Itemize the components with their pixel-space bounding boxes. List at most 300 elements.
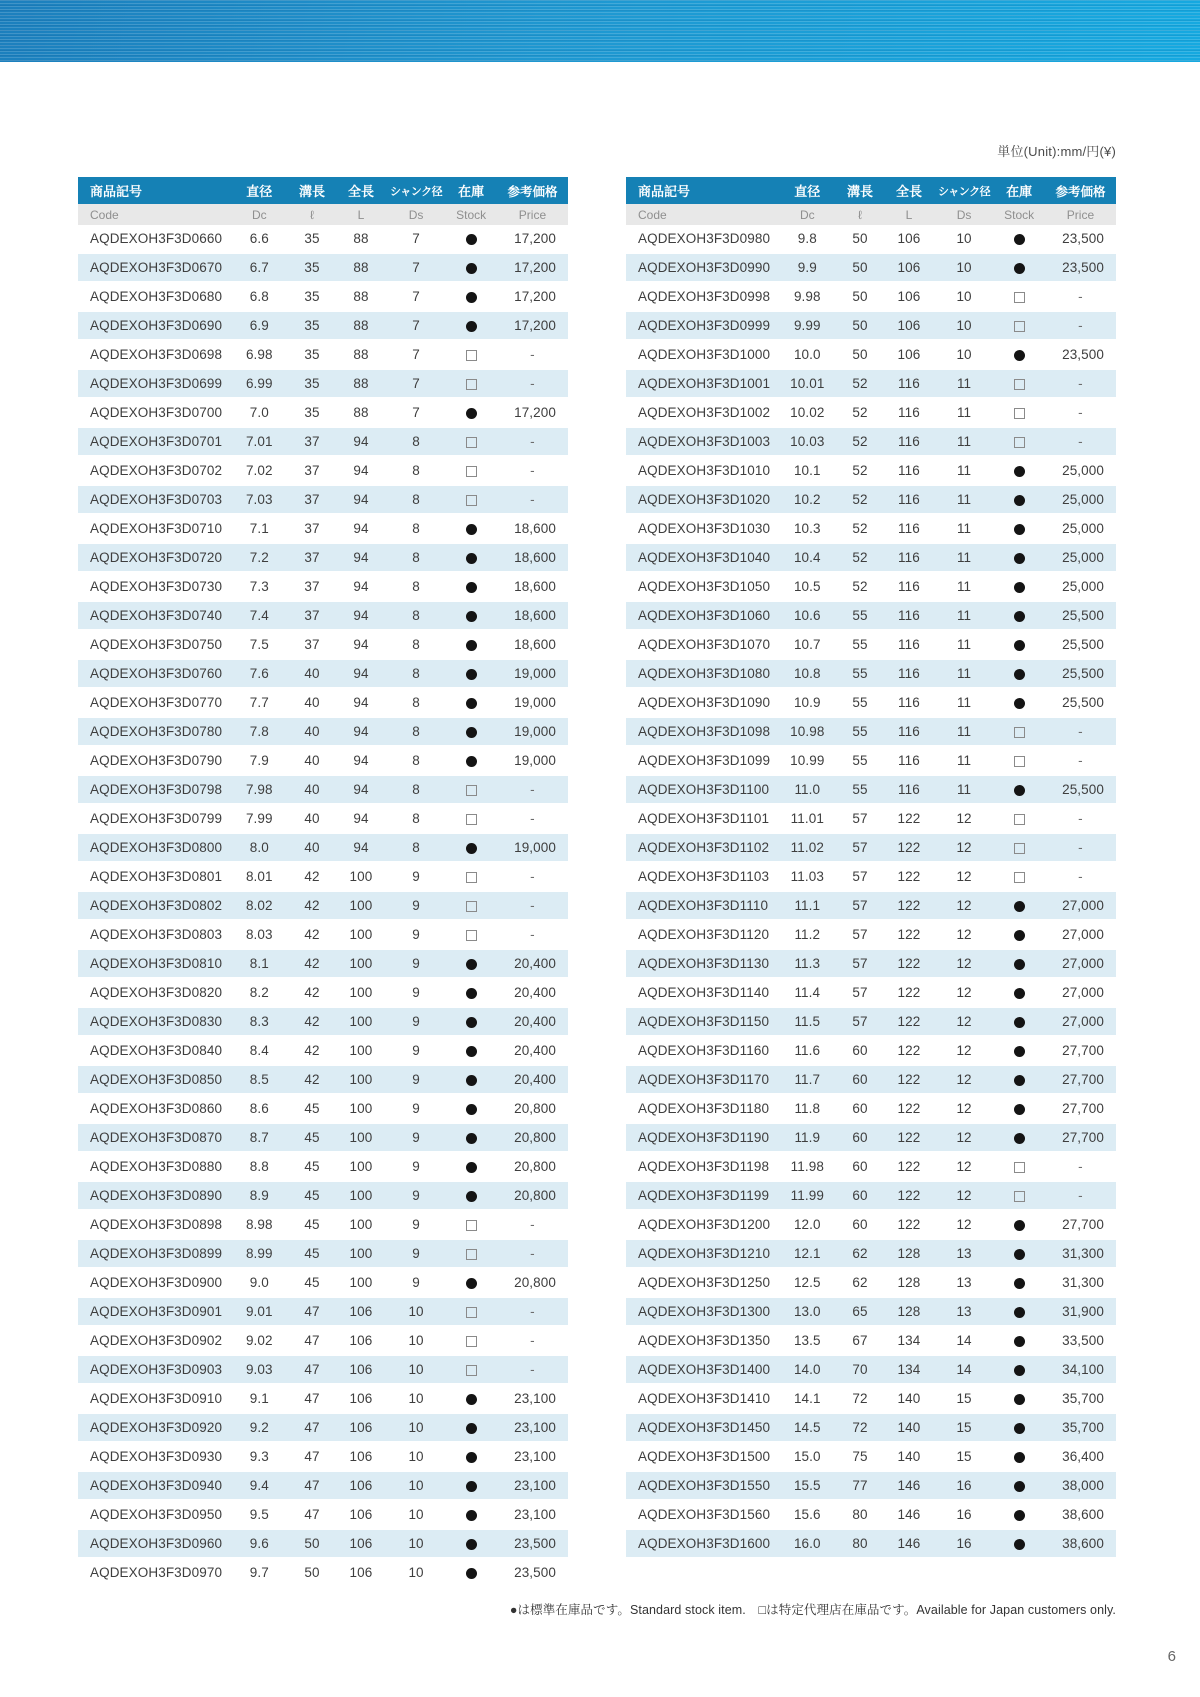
price-cell: 25,500 (1045, 659, 1116, 688)
flute-length-cell: 37 (289, 514, 336, 543)
dc-cell: 11.2 (778, 920, 837, 949)
flute-length-cell: 40 (289, 804, 336, 833)
overall-length-cell: 128 (883, 1239, 934, 1268)
code-cell: AQDEXOH3F3D0890 (78, 1181, 230, 1210)
shank-dia-cell: 7 (387, 369, 446, 398)
price-cell: - (1045, 282, 1116, 311)
stock-filled-icon (1014, 1452, 1025, 1463)
stock-filled-icon (1014, 1017, 1025, 1028)
stock-cell (993, 978, 1044, 1007)
shank-dia-cell: 11 (935, 688, 994, 717)
shank-dia-cell: 7 (387, 398, 446, 427)
overall-length-cell: 94 (335, 659, 386, 688)
price-cell: 19,000 (497, 659, 568, 688)
stock-cell (993, 1297, 1044, 1326)
dc-cell: 11.5 (778, 1007, 837, 1036)
overall-length-cell: 106 (335, 1558, 386, 1587)
stock-cell (445, 1210, 496, 1239)
table-row (78, 1529, 568, 1558)
shank-dia-cell: 9 (387, 1123, 446, 1152)
table-row (78, 717, 568, 746)
price-cell: - (497, 1355, 568, 1384)
stock-open-icon (466, 466, 477, 477)
flute-length-cell: 50 (837, 340, 884, 369)
table-row (626, 427, 1116, 456)
code-cell: AQDEXOH3F3D0699 (78, 369, 230, 398)
price-cell: - (497, 1326, 568, 1355)
shank-dia-cell: 10 (935, 340, 994, 369)
overall-length-cell: 116 (883, 427, 934, 456)
stock-filled-icon (466, 843, 477, 854)
overall-length-cell: 100 (335, 1007, 386, 1036)
stock-filled-icon (1014, 524, 1025, 535)
code-cell: AQDEXOH3F3D0840 (78, 1036, 230, 1065)
code-cell: AQDEXOH3F3D0803 (78, 920, 230, 949)
stock-open-icon (466, 872, 477, 883)
stock-filled-icon (1014, 1278, 1025, 1289)
table-row (78, 1210, 568, 1239)
stock-filled-icon (1014, 698, 1025, 709)
code-cell: AQDEXOH3F3D1190 (626, 1123, 778, 1152)
code-cell: AQDEXOH3F3D1150 (626, 1007, 778, 1036)
code-cell: AQDEXOH3F3D1040 (626, 543, 778, 572)
stock-cell (445, 1442, 496, 1471)
stock-cell (445, 717, 496, 746)
code-cell: AQDEXOH3F3D1020 (626, 485, 778, 514)
flute-length-cell: 45 (289, 1268, 336, 1297)
overall-length-cell: 106 (335, 1529, 386, 1558)
stock-cell (445, 1007, 496, 1036)
table-row (626, 1413, 1116, 1442)
code-cell: AQDEXOH3F3D0860 (78, 1094, 230, 1123)
dc-cell: 9.7 (230, 1558, 289, 1587)
col-header-dc-en: Dc (230, 204, 289, 225)
overall-length-cell: 100 (335, 920, 386, 949)
code-cell: AQDEXOH3F3D0830 (78, 1007, 230, 1036)
flute-length-cell: 62 (837, 1268, 884, 1297)
overall-length-cell: 140 (883, 1384, 934, 1413)
stock-cell (445, 1123, 496, 1152)
stock-filled-icon (1014, 785, 1025, 796)
stock-open-icon (466, 350, 477, 361)
stock-legend: ●は標準在庫品です。Standard stock item. □は特定代理店在庫品です。Available for Japan customers only. (509, 1603, 1116, 1617)
dc-cell: 15.5 (778, 1471, 837, 1500)
flute-length-cell: 37 (289, 572, 336, 601)
stock-filled-icon (1014, 1481, 1025, 1492)
dc-cell: 9.8 (778, 225, 837, 253)
dc-cell: 13.5 (778, 1326, 837, 1355)
shank-dia-cell: 8 (387, 804, 446, 833)
overall-length-cell: 122 (883, 862, 934, 891)
dc-cell: 6.6 (230, 225, 289, 253)
flute-length-cell: 57 (837, 891, 884, 920)
product-table-left (78, 177, 568, 1588)
flute-length-cell: 50 (837, 253, 884, 282)
price-cell: 20,800 (497, 1152, 568, 1181)
stock-filled-icon (1014, 1249, 1025, 1260)
stock-filled-icon (1014, 495, 1025, 506)
dc-cell: 12.5 (778, 1268, 837, 1297)
shank-dia-cell: 13 (935, 1239, 994, 1268)
overall-length-cell: 134 (883, 1326, 934, 1355)
code-cell: AQDEXOH3F3D1350 (626, 1326, 778, 1355)
overall-length-cell: 88 (335, 340, 386, 369)
overall-length-cell: 100 (335, 1268, 386, 1297)
dc-cell: 11.8 (778, 1094, 837, 1123)
shank-dia-cell: 9 (387, 1065, 446, 1094)
stock-filled-icon (466, 1568, 477, 1579)
stock-cell (445, 1326, 496, 1355)
stock-filled-icon (466, 263, 477, 274)
stock-cell (445, 1065, 496, 1094)
col-header-price-en: Price (497, 204, 568, 225)
stock-cell (993, 1210, 1044, 1239)
dc-cell: 10.99 (778, 746, 837, 775)
code-cell: AQDEXOH3F3D0720 (78, 543, 230, 572)
flute-length-cell: 37 (289, 630, 336, 659)
overall-length-cell: 106 (883, 253, 934, 282)
flute-length-cell: 55 (837, 601, 884, 630)
overall-length-cell: 122 (883, 1181, 934, 1210)
table-row (78, 1297, 568, 1326)
stock-cell (993, 1123, 1044, 1152)
code-cell: AQDEXOH3F3D0970 (78, 1558, 230, 1587)
flute-length-cell: 70 (837, 1355, 884, 1384)
overall-length-cell: 106 (335, 1355, 386, 1384)
price-cell: - (1045, 1152, 1116, 1181)
dc-cell: 14.5 (778, 1413, 837, 1442)
shank-dia-cell: 13 (935, 1268, 994, 1297)
price-cell: 38,600 (1045, 1500, 1116, 1529)
price-cell: 31,300 (1045, 1239, 1116, 1268)
flute-length-cell: 52 (837, 456, 884, 485)
price-cell: - (497, 485, 568, 514)
overall-length-cell: 106 (335, 1297, 386, 1326)
overall-length-cell: 88 (335, 253, 386, 282)
table-row (626, 1297, 1116, 1326)
stock-cell (993, 225, 1044, 253)
table-row (78, 1384, 568, 1413)
col-header-oal-en: L (883, 204, 934, 225)
code-cell: AQDEXOH3F3D0930 (78, 1442, 230, 1471)
stock-cell (445, 369, 496, 398)
stock-cell (993, 427, 1044, 456)
shank-dia-cell: 11 (935, 456, 994, 485)
table-row (78, 833, 568, 862)
stock-filled-icon (1014, 988, 1025, 999)
stock-cell (445, 1471, 496, 1500)
shank-dia-cell: 12 (935, 1007, 994, 1036)
table-row (78, 1152, 568, 1181)
code-cell: AQDEXOH3F3D1410 (626, 1384, 778, 1413)
flute-length-cell: 62 (837, 1239, 884, 1268)
stock-cell (993, 572, 1044, 601)
price-cell: 38,000 (1045, 1471, 1116, 1500)
price-cell: 35,700 (1045, 1384, 1116, 1413)
price-cell: - (497, 369, 568, 398)
dc-cell: 10.2 (778, 485, 837, 514)
flute-length-cell: 45 (289, 1123, 336, 1152)
price-cell: 35,700 (1045, 1413, 1116, 1442)
stock-filled-icon (466, 1104, 477, 1115)
stock-filled-icon (1014, 263, 1025, 274)
code-cell: AQDEXOH3F3D0680 (78, 282, 230, 311)
dc-cell: 11.0 (778, 775, 837, 804)
price-cell: 27,000 (1045, 891, 1116, 920)
code-cell: AQDEXOH3F3D0902 (78, 1326, 230, 1355)
table-row (626, 920, 1116, 949)
overall-length-cell: 94 (335, 427, 386, 456)
dc-cell: 10.01 (778, 369, 837, 398)
dc-cell: 7.01 (230, 427, 289, 456)
dc-cell: 9.6 (230, 1529, 289, 1558)
stock-filled-icon (1014, 1510, 1025, 1521)
overall-length-cell: 88 (335, 311, 386, 340)
stock-cell (993, 1036, 1044, 1065)
dc-cell: 10.4 (778, 543, 837, 572)
stock-cell (445, 862, 496, 891)
flute-length-cell: 45 (289, 1094, 336, 1123)
col-header-ds-en: Ds (935, 204, 994, 225)
price-cell: - (1045, 833, 1116, 862)
table-row (626, 1529, 1116, 1558)
dc-cell: 7.9 (230, 746, 289, 775)
flute-length-cell: 47 (289, 1384, 336, 1413)
stock-cell (993, 253, 1044, 282)
stock-filled-icon (466, 582, 477, 593)
overall-length-cell: 94 (335, 514, 386, 543)
code-cell: AQDEXOH3F3D1180 (626, 1094, 778, 1123)
shank-dia-cell: 12 (935, 1094, 994, 1123)
price-cell: 27,000 (1045, 949, 1116, 978)
overall-length-cell: 106 (883, 311, 934, 340)
dc-cell: 10.9 (778, 688, 837, 717)
overall-length-cell: 94 (335, 456, 386, 485)
table-row (626, 1007, 1116, 1036)
overall-length-cell: 106 (335, 1326, 386, 1355)
dc-cell: 7.6 (230, 659, 289, 688)
table-row (626, 717, 1116, 746)
stock-filled-icon (466, 1394, 477, 1405)
price-cell: 33,500 (1045, 1326, 1116, 1355)
flute-length-cell: 42 (289, 891, 336, 920)
stock-cell (993, 485, 1044, 514)
col-header-code-en: Code (78, 204, 230, 225)
shank-dia-cell: 12 (935, 891, 994, 920)
table-row (626, 1210, 1116, 1239)
price-cell: - (1045, 717, 1116, 746)
table-row (626, 253, 1116, 282)
shank-dia-cell: 9 (387, 1210, 446, 1239)
stock-cell (445, 514, 496, 543)
stock-filled-icon (1014, 1046, 1025, 1057)
shank-dia-cell: 7 (387, 282, 446, 311)
dc-cell: 15.6 (778, 1500, 837, 1529)
table-row (78, 1007, 568, 1036)
shank-dia-cell: 12 (935, 978, 994, 1007)
table-row (78, 1442, 568, 1471)
dc-cell: 14.0 (778, 1355, 837, 1384)
table-row (626, 1442, 1116, 1471)
code-cell: AQDEXOH3F3D1450 (626, 1413, 778, 1442)
stock-cell (445, 1181, 496, 1210)
top-banner (0, 0, 1200, 62)
stock-filled-icon (466, 1423, 477, 1434)
overall-length-cell: 146 (883, 1471, 934, 1500)
shank-dia-cell: 15 (935, 1413, 994, 1442)
flute-length-cell: 37 (289, 456, 336, 485)
price-cell: 25,500 (1045, 775, 1116, 804)
price-cell: 18,600 (497, 543, 568, 572)
table-row (626, 456, 1116, 485)
shank-dia-cell: 11 (935, 543, 994, 572)
code-cell: AQDEXOH3F3D0800 (78, 833, 230, 862)
price-cell: - (497, 427, 568, 456)
overall-length-cell: 94 (335, 630, 386, 659)
stock-open-icon (1014, 727, 1025, 738)
price-cell: 20,400 (497, 1007, 568, 1036)
overall-length-cell: 122 (883, 891, 934, 920)
dc-cell: 8.4 (230, 1036, 289, 1065)
flute-length-cell: 35 (289, 369, 336, 398)
header-row-en (78, 204, 568, 225)
overall-length-cell: 122 (883, 1152, 934, 1181)
shank-dia-cell: 12 (935, 920, 994, 949)
dc-cell: 11.9 (778, 1123, 837, 1152)
overall-length-cell: 106 (883, 225, 934, 253)
overall-length-cell: 106 (883, 282, 934, 311)
code-cell: AQDEXOH3F3D1000 (626, 340, 778, 369)
stock-filled-icon (466, 727, 477, 738)
stock-cell (993, 688, 1044, 717)
flute-length-cell: 42 (289, 949, 336, 978)
shank-dia-cell: 8 (387, 717, 446, 746)
stock-open-icon (466, 785, 477, 796)
stock-filled-icon (1014, 1133, 1025, 1144)
price-cell: 25,000 (1045, 485, 1116, 514)
flute-length-cell: 55 (837, 630, 884, 659)
stock-filled-icon (466, 1046, 477, 1057)
code-cell: AQDEXOH3F3D1080 (626, 659, 778, 688)
code-cell: AQDEXOH3F3D0670 (78, 253, 230, 282)
shank-dia-cell: 8 (387, 659, 446, 688)
table-row (78, 1471, 568, 1500)
stock-cell (993, 543, 1044, 572)
price-cell: - (497, 340, 568, 369)
dc-cell: 10.98 (778, 717, 837, 746)
code-cell: AQDEXOH3F3D0701 (78, 427, 230, 456)
flute-length-cell: 65 (837, 1297, 884, 1326)
shank-dia-cell: 8 (387, 427, 446, 456)
stock-cell (993, 1268, 1044, 1297)
shank-dia-cell: 12 (935, 1152, 994, 1181)
stock-open-icon (466, 1249, 477, 1260)
dc-cell: 10.0 (778, 340, 837, 369)
overall-length-cell: 106 (335, 1413, 386, 1442)
stock-filled-icon (466, 640, 477, 651)
code-cell: AQDEXOH3F3D0730 (78, 572, 230, 601)
table-row (78, 253, 568, 282)
dc-cell: 8.3 (230, 1007, 289, 1036)
stock-cell (993, 1442, 1044, 1471)
stock-cell (445, 311, 496, 340)
stock-open-icon (1014, 321, 1025, 332)
shank-dia-cell: 12 (935, 1065, 994, 1094)
overall-length-cell: 116 (883, 543, 934, 572)
dc-cell: 14.1 (778, 1384, 837, 1413)
overall-length-cell: 106 (883, 340, 934, 369)
dc-cell: 10.02 (778, 398, 837, 427)
stock-cell (445, 891, 496, 920)
stock-cell (993, 1007, 1044, 1036)
stock-open-icon (466, 1307, 477, 1318)
code-cell: AQDEXOH3F3D0999 (626, 311, 778, 340)
dc-cell: 9.0 (230, 1268, 289, 1297)
price-cell: 25,000 (1045, 456, 1116, 485)
code-cell: AQDEXOH3F3D0700 (78, 398, 230, 427)
stock-filled-icon (1014, 582, 1025, 593)
stock-filled-icon (1014, 611, 1025, 622)
table-row (626, 1239, 1116, 1268)
overall-length-cell: 88 (335, 225, 386, 253)
overall-length-cell: 94 (335, 804, 386, 833)
price-cell: 17,200 (497, 311, 568, 340)
table-row (626, 978, 1116, 1007)
dc-cell: 9.9 (778, 253, 837, 282)
price-cell: 23,500 (1045, 253, 1116, 282)
price-cell: 25,000 (1045, 514, 1116, 543)
dc-cell: 6.99 (230, 369, 289, 398)
dc-cell: 9.02 (230, 1326, 289, 1355)
stock-cell (993, 746, 1044, 775)
stock-cell (993, 862, 1044, 891)
flute-length-cell: 50 (837, 225, 884, 253)
dc-cell: 11.99 (778, 1181, 837, 1210)
stock-filled-icon (466, 1162, 477, 1173)
shank-dia-cell: 12 (935, 1210, 994, 1239)
dc-cell: 11.03 (778, 862, 837, 891)
price-cell: 23,100 (497, 1471, 568, 1500)
flute-length-cell: 35 (289, 282, 336, 311)
shank-dia-cell: 9 (387, 862, 446, 891)
price-cell: 25,500 (1045, 688, 1116, 717)
shank-dia-cell: 10 (935, 225, 994, 253)
dc-cell: 6.7 (230, 253, 289, 282)
dc-cell: 8.01 (230, 862, 289, 891)
stock-filled-icon (1014, 669, 1025, 680)
table-row (78, 369, 568, 398)
table-row (78, 688, 568, 717)
price-cell: - (1045, 862, 1116, 891)
stock-cell (993, 1065, 1044, 1094)
code-cell: AQDEXOH3F3D0780 (78, 717, 230, 746)
shank-dia-cell: 9 (387, 1036, 446, 1065)
stock-open-icon (1014, 292, 1025, 303)
stock-cell (993, 804, 1044, 833)
flute-length-cell: 52 (837, 514, 884, 543)
code-cell: AQDEXOH3F3D1050 (626, 572, 778, 601)
code-cell: AQDEXOH3F3D0901 (78, 1297, 230, 1326)
stock-cell (993, 1181, 1044, 1210)
stock-cell (993, 1239, 1044, 1268)
table-row (626, 601, 1116, 630)
code-cell: AQDEXOH3F3D1100 (626, 775, 778, 804)
overall-length-cell: 122 (883, 920, 934, 949)
price-cell: - (1045, 1181, 1116, 1210)
stock-filled-icon (1014, 1104, 1025, 1115)
price-cell: 20,800 (497, 1181, 568, 1210)
code-cell: AQDEXOH3F3D0899 (78, 1239, 230, 1268)
